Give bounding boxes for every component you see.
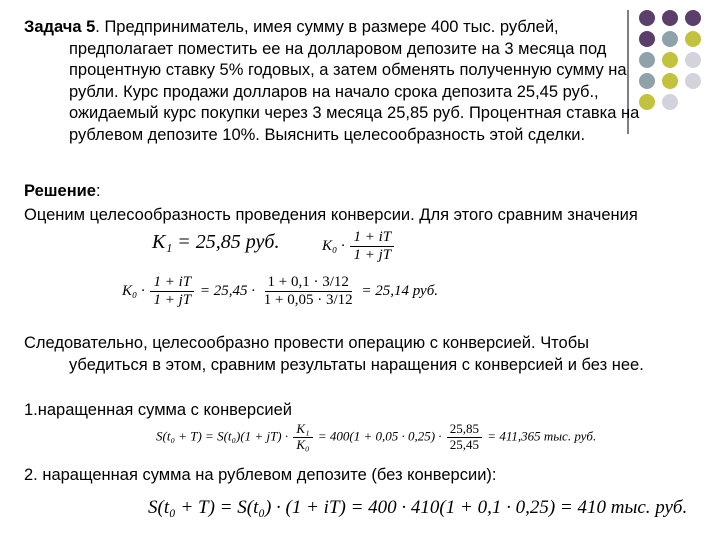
k1-formula xyxy=(152,231,279,254)
item1-text: 1.наращенная сумма с конверсией xyxy=(24,401,292,419)
calc-main-numerator: 1 + 0,1 · 3/12 xyxy=(265,274,352,292)
calc-lhs: K₀ · xyxy=(122,283,145,300)
conclusion xyxy=(24,333,669,376)
calc-lhs-fraction xyxy=(150,274,194,310)
solution-label-suffix: : xyxy=(96,182,101,200)
item2-heading xyxy=(24,465,497,487)
f1-eq: = 400(1 + 0,05 · 0,25) · xyxy=(317,428,442,444)
calc-main-fraction xyxy=(261,274,356,310)
dot-gray-blue xyxy=(662,31,678,47)
calc-rate: = 25,45 · xyxy=(199,283,255,300)
k0-fraction-numerator: 1 + iT xyxy=(350,229,394,247)
f1-r-numerator: 25,85 xyxy=(447,422,482,438)
f1-k-numerator: K₁ xyxy=(293,422,312,438)
k0-lhs: K₀ · xyxy=(322,238,345,255)
solution-heading xyxy=(24,181,101,203)
f1-rate-fraction xyxy=(293,422,312,453)
formula-with-conversion xyxy=(156,422,596,453)
f1-lhs: S(t₀ + T) = S(t₀)(1 + jT) · xyxy=(156,428,289,444)
k1-formula-text: K₁ = 25,85 руб. xyxy=(152,231,280,253)
f1-r-denominator: 25,45 xyxy=(449,436,480,452)
formula-without-conversion xyxy=(148,497,687,519)
k0-fraction xyxy=(350,229,394,265)
solution-label: Решение xyxy=(24,182,96,200)
task-statement xyxy=(24,17,659,147)
conclusion-text: Следовательно, целесообразно провести операцию с конверсией. Чтобы убедиться в этом, сравним результаты наращения с конверсией и без нее. xyxy=(24,334,644,374)
k0-fraction-formula xyxy=(322,229,396,265)
calc-main-denominator: 1 + 0,05 · 3/12 xyxy=(263,292,353,309)
dot-light-gray xyxy=(685,52,701,68)
dot-olive xyxy=(685,31,701,47)
f1-result: = 411,365 тыс. руб. xyxy=(487,428,597,444)
item1-heading xyxy=(24,400,292,422)
dot-purple xyxy=(685,10,701,26)
solution-intro-text: Оценим целесообразность проведения конверсии. Для этого сравним значения xyxy=(24,206,638,224)
calc-lhs-denominator: 1 + jT xyxy=(153,292,192,309)
calc-lhs-numerator: 1 + iT xyxy=(150,274,194,292)
task-text: . Предприниматель, имея сумму в размере 400 тыс. рублей, предполагает поместить ее на долларовом депозите на 3 месяца под процентную ставку 5% годовых, а затем обменять полученную сумму на рубли. Курс продажи долларов на начало срока депозита 25,45 руб., ожидаемый курс покупки через 3 месяца 25,85 руб. Процентная ставка на рублевом депозите 10%. Выяснить целесообразность этой сделки. xyxy=(69,18,640,144)
task-label: Задача 5 xyxy=(24,18,96,36)
dot-olive xyxy=(662,52,678,68)
k0-calculation xyxy=(122,274,438,310)
dot-light-gray xyxy=(662,94,678,110)
dot-purple xyxy=(662,10,678,26)
f1-k-denominator: K₀ xyxy=(296,436,310,452)
dot-light-gray xyxy=(685,73,701,89)
solution-intro xyxy=(24,205,669,227)
item2-text: 2. наращенная сумма на рублевом депозите (без конверсии): xyxy=(24,466,497,484)
dot-olive xyxy=(662,73,678,89)
f1-value-fraction xyxy=(447,422,482,453)
f2-text: S(t₀ + T) = S(t₀) · (1 + iT) = 400 · 410(1 + 0,1 · 0,25) = 410 тыс. руб. xyxy=(148,497,688,518)
calc-result: = 25,14 руб. xyxy=(361,283,439,300)
k0-fraction-denominator: 1 + jT xyxy=(353,247,392,264)
